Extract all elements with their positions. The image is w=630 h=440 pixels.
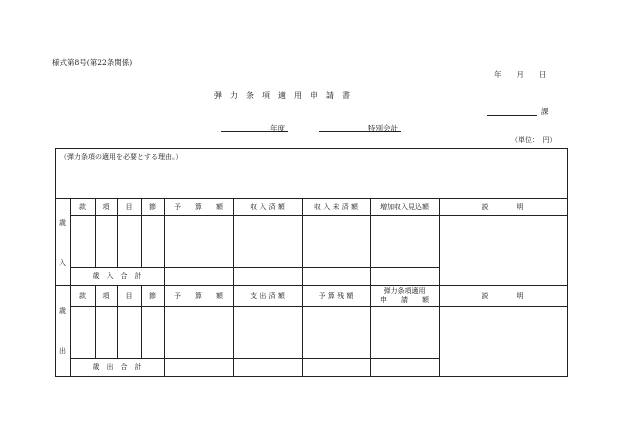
revenue-side-label-bottom: 入	[59, 259, 66, 267]
revenue-header-kan: 款	[79, 202, 86, 211]
division-underline	[487, 115, 537, 116]
revenue-side-label-top: 歳	[59, 219, 66, 227]
expenditure-header-remaining: 予 算 残 額	[318, 291, 354, 300]
expenditure-side-label-bottom: 出	[59, 347, 66, 355]
revenue-total-label: 歳 入 合 計	[92, 272, 142, 280]
expenditure-header-spent: 支 出 済 額	[250, 291, 285, 300]
revenue-header-explanation: 説 明	[481, 202, 524, 211]
expenditure-header-kou: 項	[102, 291, 110, 300]
date-line: 年 月 日	[494, 70, 547, 79]
revenue-header-received: 収 入 済 額	[250, 202, 285, 211]
revenue-header-increase: 増加収入見込額	[380, 202, 429, 211]
special-account-label: 特別会計	[368, 124, 398, 133]
expenditure-header-explanation: 説 明	[481, 291, 524, 300]
form-number: 様式第8号(第22条関係)	[52, 58, 133, 67]
expenditure-header-moku: 目	[125, 291, 133, 300]
reason-label: （弾力条項の適用を必要とする理由。）	[60, 153, 183, 161]
expenditure-header-kan: 款	[79, 291, 86, 300]
unit-label: （単位： 円）	[511, 136, 557, 144]
expenditure-header-setsu: 節	[149, 291, 156, 300]
expenditure-header-special-line2: 申 請 額	[380, 295, 429, 304]
form-title: 弾 力 条 項 適 用 申 請 書	[214, 91, 350, 100]
revenue-header-setsu: 節	[149, 202, 156, 211]
revenue-header-kou: 項	[102, 202, 110, 211]
expenditure-header-special	[370, 285, 439, 306]
application-table	[55, 148, 568, 377]
revenue-header-moku: 目	[125, 202, 133, 211]
revenue-header-budget: 予 算 額	[174, 202, 223, 211]
division-suffix: 課	[541, 107, 549, 116]
expenditure-side-label-top: 歳	[59, 307, 66, 315]
expenditure-header-special-line1: 弾力条項適用	[383, 286, 426, 295]
expenditure-total-label: 歳 出 合 計	[92, 362, 142, 371]
revenue-header-unreceived: 収 入 未 済 額	[314, 202, 358, 211]
expenditure-header-budget: 予 算 額	[174, 291, 223, 300]
fiscal-year-label: 年度	[270, 124, 285, 133]
